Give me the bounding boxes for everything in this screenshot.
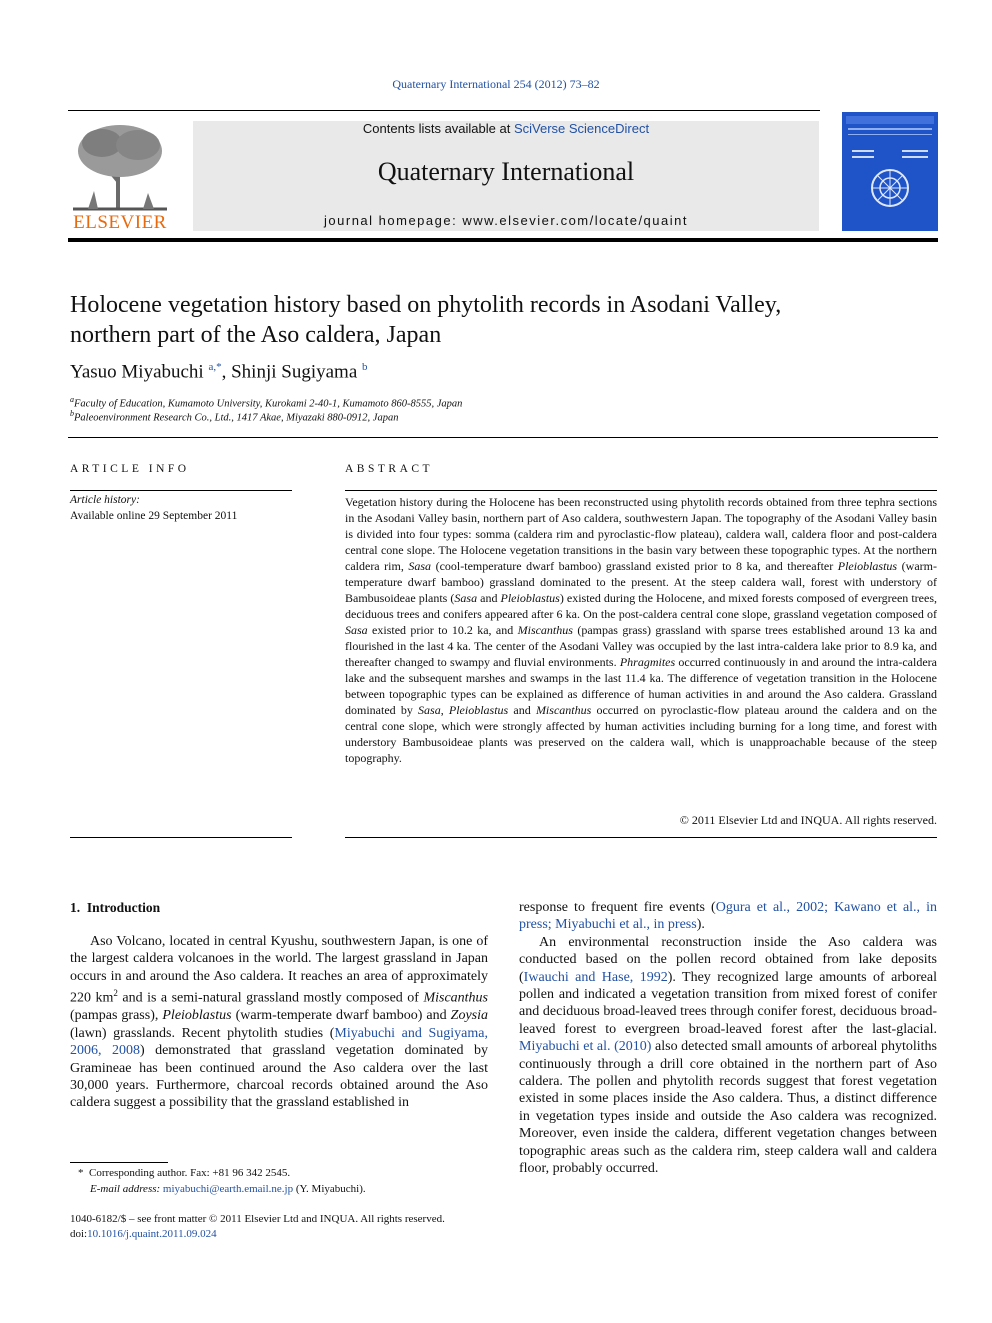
author-2-affil-mark[interactable]: b (362, 361, 368, 373)
title-block-rule (68, 437, 938, 438)
homepage-prefix: journal homepage: (324, 213, 463, 228)
affiliation-b-mark: b (70, 409, 74, 418)
affiliation-a-text: Faculty of Education, Kumamoto University, Kurokami 2-40-1, Kumamoto 860-8555, Japan (74, 398, 463, 410)
journal-homepage (193, 213, 819, 228)
citation-miyabuchi-sugiyama[interactable]: Miyabuchi and Sugiyama, 2006, 2008 (70, 1025, 488, 1059)
doi-line (70, 1226, 217, 1242)
corresponding-mark: * (78, 1167, 84, 1179)
header-top-rule (68, 110, 820, 111)
affiliation-a (70, 395, 462, 410)
homepage-link[interactable]: www.elsevier.com/locate/quaint (462, 213, 688, 228)
abstract-heading: ABSTRACT (345, 463, 434, 475)
sciencedirect-link[interactable]: SciVerse ScienceDirect (513, 121, 650, 136)
article-info-heading: ARTICLE INFO (70, 463, 190, 475)
affiliation-b-text: Paleoenvironment Research Co., Ltd., 1417 Akae, Miyazaki 880-0912, Japan (74, 412, 399, 424)
author-1[interactable]: Yasuo Miyabuchi (70, 361, 204, 383)
article-info-rule (70, 490, 292, 491)
intro-paragraph-1: Aso Volcano, located in central Kyushu, southwestern Japan, is one of the largest caldera volcanoes in the world. The largest grassland in Japan occurs in and around the Aso caldera. It reaches an area of approximately 220 $km^2$ and is a semi-natural grassland mostly composed of Miscanthus (pampas grass), Pleioblastus (warm-temperate dwarf bamboo) and Zoysia (lawn) grasslands. Recent phytolith studies (Miyabuchi and Sugiyama, 2006, 2008) demonstrated that grassland vegetation dominated by Gramineae has been continued around the Aso caldera over the last 30,000 years. Furthermore, charcoal records obtained around the Aso caldera suggest a possibility that the grassland established in (70, 934, 489, 1111)
intro-left-column (70, 933, 488, 1112)
affiliation-b (70, 409, 398, 424)
abstract-bottom-rule (345, 837, 937, 838)
footnote-rule (70, 1162, 168, 1163)
introduction-number: 1. (70, 900, 81, 915)
article-history-value: Available online 29 September 2011 (70, 510, 238, 522)
intro-paragraph-1-continued: response to frequent fire events (Ogura et al., 2002; Kawano et al., in press; Miyabuchi et al., in press). (519, 900, 938, 933)
doi-label: doi: (70, 1228, 88, 1240)
header-bottom-rule (68, 238, 938, 242)
author-1-affil-mark[interactable]: a,* (208, 361, 222, 373)
issn-line: 1040-6182/$ – see front matter © 2011 Elsevier Ltd and INQUA. All rights reserved. (70, 1213, 445, 1225)
journal-title: Quaternary International (377, 157, 635, 186)
citation-ogura-kawano-miyabuchi[interactable]: Ogura et al., 2002; Kawano et al., in press; Miyabuchi et al., in press (519, 900, 938, 933)
contents-prefix: Contents lists available at (362, 121, 514, 136)
article-history-label: Article history: (70, 494, 140, 506)
intro-paragraph-2: An environmental reconstruction inside the Aso caldera was conducted based on the pollen record obtained from lake deposits (Iwauchi and Hase, 1992). They recognized large amounts of arboreal pollen and indicated a vegetation transition from mixed forest of conifer and deciduous broad-leaved trees through conifer forest, deciduous broad-leaved forest to evergreen broad-leaved forest after the last-glacial. Miyabuchi et al. (2010) also detected small amounts of arboreal phytoliths continuously through a drill core obtained in the northern part of Aso caldera. The pollen and phytolith records suggest that forest vegetation existed in some places inside the Aso caldera. Thus, a distinct difference in vegetation types inside and outside the Aso caldera was recognized. Moreover, even inside the caldera, different vegetation changes between topographic areas such as the caldera rim, steep caldera wall and caldera floor, probably occurred. (519, 934, 938, 1177)
elsevier-tree-logo (68, 121, 172, 211)
abstract-body: Vegetation history during the Holocene has been reconstructed using phytolith records obtained from three tephra sections in the Asodani Valley basin, northern part of Aso caldera, southwestern Japan. The topography of the Asodani Valley basin is divided into four types: somma (caldera rim and pyroclastic-flow plateau), caldera wall, caldera floor and post-caldera central cone slope. The Holocene vegetation transitions in the basin vary between these topographic types. At the northern caldera rim, Sasa (cool-temperature dwarf bamboo) grassland existed prior to 8 ka, and thereafter Pleioblastus (warm-temperature dwarf bamboo) grassland dominated to the present. At the steep caldera wall, forest with understory of Bambusoideae plants (Sasa and Pleioblastus) existed during the Holocene, and mixed forests composed of evergreen trees, deciduous trees and conifers appeared after 6 ka. On the post-caldera central cone slope, grassland vegetation composed of Sasa existed prior to 10.2 ka, and Miscanthus (pampas grass) grassland with sparse trees established around 13 ka and flourished in the last 4 ka. The center of the Asodani Valley was occupied by the last intra-caldera lake prior to 8.9 ka, and thereafter changed to swampy and fluvial environments. Phragmites occurred continuously in and around the intra-caldera lake and the subsequent marshes and swamps in the last 11.4 ka. The difference of vegetation transition in the Holocene between topographic types can be explained as difference of human activities in and around the Aso caldera. Grassland dominated by Sasa, Pleioblastus and Miscanthus occurred on pyroclastic-flow plateau around the caldera and on the central cone slope, which were strongly affected by human activities including burning for a long time, and forest with understory Bambusoideae plants was preserved on the caldera wall, which is unapproachable because of the steep topography. (345, 495, 938, 765)
author-list (70, 361, 368, 383)
email-name: (Y. Miyabuchi). (295, 1183, 366, 1195)
elsevier-wordmark: ELSEVIER (73, 212, 167, 233)
introduction-heading (70, 900, 160, 916)
citation-iwauchi-hase[interactable]: Iwauchi and Hase, 1992 (523, 969, 668, 985)
author-2[interactable]: Shinji Sugiyama (231, 361, 358, 383)
affiliation-a-mark: a (70, 395, 74, 404)
intro-right-column (519, 899, 937, 1178)
abstract-rule (345, 490, 937, 491)
introduction-title: Introduction (86, 900, 161, 915)
email-link[interactable]: miyabuchi@earth.email.ne.jp (162, 1183, 294, 1195)
copyright-notice: © 2011 Elsevier Ltd and INQUA. All rights reserved. (679, 813, 937, 827)
doi-link[interactable]: 10.1016/j.quaint.2011.09.024 (87, 1228, 217, 1240)
journal-reference[interactable]: Quaternary International 254 (2012) 73–82 (392, 77, 600, 91)
corresponding-author-note (78, 1165, 290, 1181)
article-info-bottom-rule (70, 837, 292, 838)
journal-cover-thumbnail[interactable] (842, 112, 938, 231)
contents-line (193, 121, 819, 136)
citation-miyabuchi-2010[interactable]: Miyabuchi et al. (2010) (519, 1039, 652, 1055)
author-separator: , (221, 361, 232, 383)
title-line-1: Holocene vegetation history based on phytolith records in Asodani Valley, (70, 292, 782, 318)
article-title (70, 290, 930, 350)
email-note (90, 1181, 366, 1197)
email-label: E-mail address: (90, 1183, 161, 1195)
title-line-2: northern part of the Aso caldera, Japan (70, 322, 442, 348)
corresponding-text: Corresponding author. Fax: +81 96 342 2545. (89, 1167, 291, 1179)
